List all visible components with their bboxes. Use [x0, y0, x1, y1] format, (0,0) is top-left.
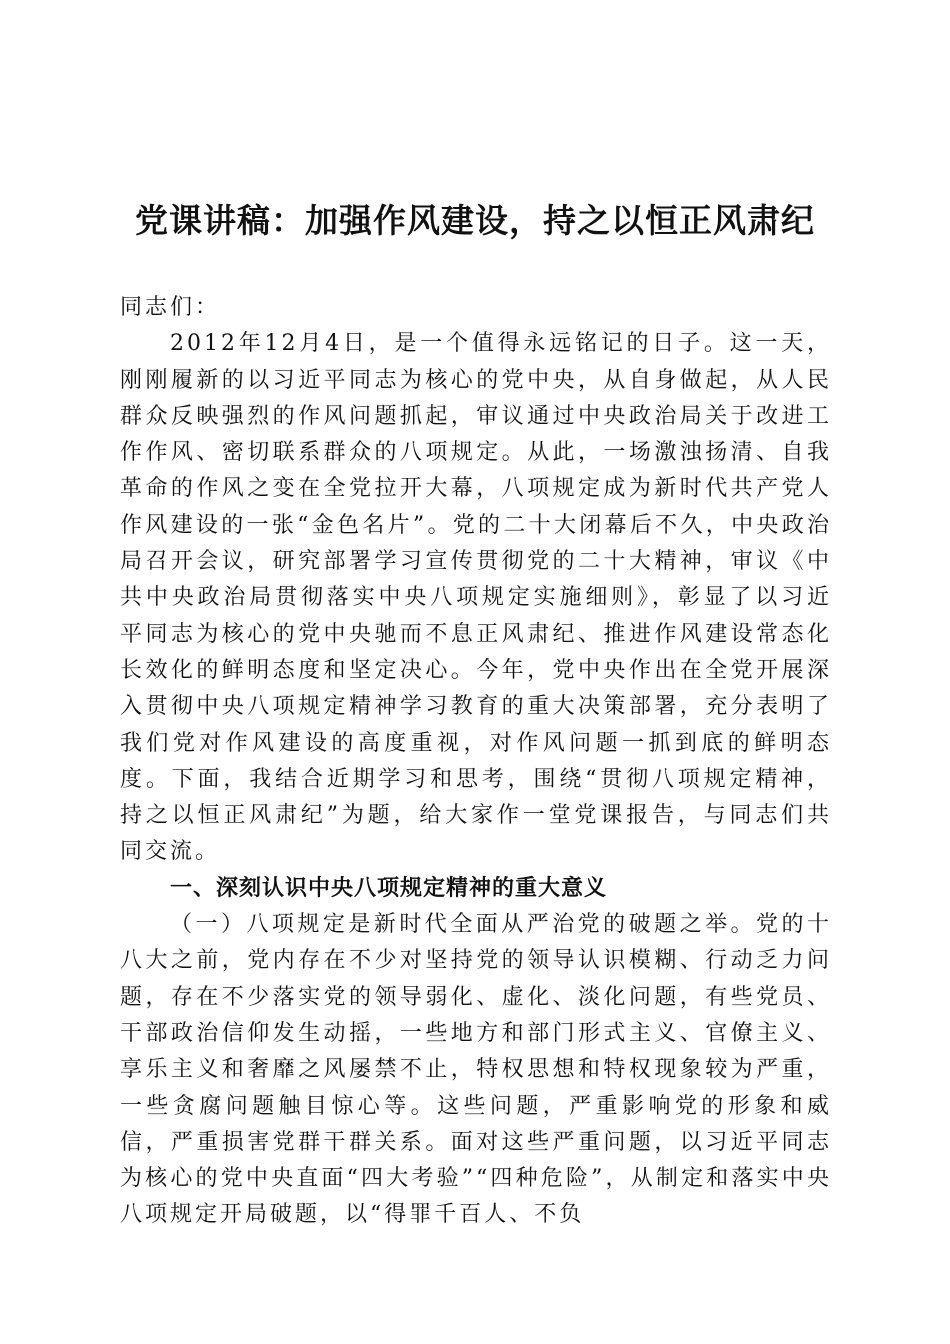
document-body	[120, 290, 832, 1234]
document-title: 党课讲稿：加强作风建设，持之以恒正风肃纪	[135, 201, 815, 240]
section-heading-1: 一、深刻认识中央八项规定精神的重大意义	[170, 875, 608, 901]
paragraph-section-1-1: （一）八项规定是新时代全面从严治党的破题之举。党的十八大之前，党内存在不少对坚持党的领导认识模糊、行动乏力问题，存在不少落实党的领导弱化、虚化、淡化问题，有些党员、干部政治信仰发生动摇，一些地方和部门形式主义、官僚主义、享乐主义和奢靡之风屡禁不止，特权思想和特权现象较为严重，一些贪腐问题触目惊心等。这些问题，严重影响党的形象和威信，严重损害党群干群关系。面对这些严重问题，以习近平同志为核心的党中央直面“四大考验”“四种危险”，从制定和落实中央八项规定开局破题，以“得罪千百人、不负	[120, 912, 832, 1228]
salutation: 同志们：	[120, 295, 221, 320]
paragraph-intro: 2012年12月4日，是一个值得永远铭记的日子。这一天，刚刚履新的以习近平同志为核心的党中央，从自身做起，从人民群众反映强烈的作风问题抓起，审议通过中央政治局关于改进工作作风、密切联系群众的八项规定。从此，一场激浊扬清、自我革命的作风之变在全党拉开大幕，八项规定成为新时代共产党人作风建设的一张“金色名片”。党的二十大闭幕后不久，中央政治局召开会议，研究部署学习宣传贯彻党的二十大精神，审议《中共中央政治局贯彻落实中央八项规定实施细则》，彰显了以习近平同志为核心的党中央驰而不息正风肃纪、推进作风建设常态化长效化的鲜明态度和坚定决心。今年，党中央作出在全党开展深入贯彻中央八项规定精神学习教育的重大决策部署，充分表明了我们党对作风建设的高度重视，对作风问题一抓到底的鲜明态度。下面，我结合近期学习和思考，围绕“贯彻八项规定精神，持之以恒正风肃纪”为题，给大家作一堂党课报告，与同志们共同交流。	[120, 331, 832, 865]
